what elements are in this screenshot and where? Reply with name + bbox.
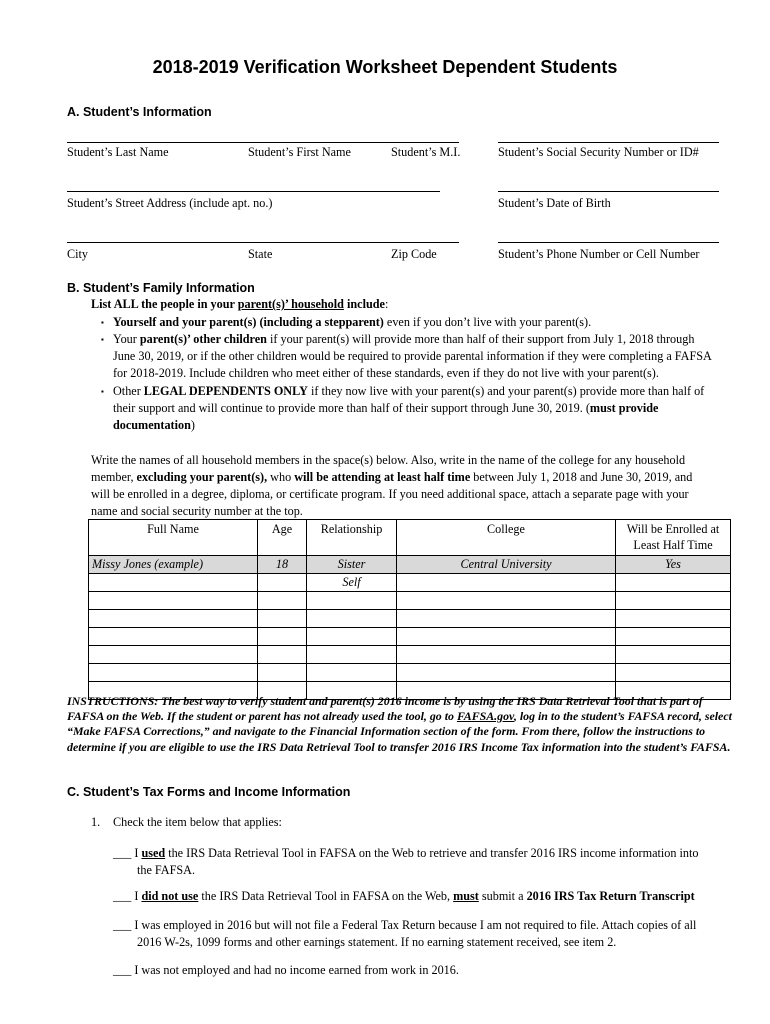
checkbox-blank[interactable]: ___ <box>113 918 132 932</box>
list-intro: List ALL the people in your parent(s)’ household include: <box>91 297 389 311</box>
bullet-3: Other LEGAL DEPENDENTS ONLY if they now live with your parent(s) and your parent(s) provide more than half of their support and will continue to provide more than half of their support through June 30, 2019. (must provide documentation) <box>113 384 705 432</box>
table-cell[interactable] <box>616 646 731 664</box>
city-state-zip-line[interactable] <box>67 242 459 243</box>
bullet-icon: ▪ <box>101 335 104 344</box>
write-instructions: Write the names of all household members in the space(s) below. Also, write in the name of the college for any household member, excluding your parent(s), who will be attending at least half time between July 1, 2018 and June 30, 2019, and will be enrolled in a degree, diploma, or certificate program. If you need additional space, attach a separate page with your name and social security number at the top. <box>91 453 693 518</box>
table-cell[interactable] <box>397 610 616 628</box>
table-cell[interactable] <box>258 592 307 610</box>
mi-label: Student’s M.I. <box>391 145 461 159</box>
household-table <box>88 519 731 700</box>
checkbox-blank[interactable]: ___ <box>113 846 132 860</box>
table-cell[interactable] <box>89 628 258 646</box>
street-label: Student’s Street Address (include apt. no.) <box>67 196 273 210</box>
table-cell[interactable] <box>89 610 258 628</box>
table-row[interactable] <box>89 628 731 646</box>
section-a-heading: A. Student’s Information <box>67 105 212 119</box>
item-1-number: 1. <box>91 815 101 829</box>
last-name-label: Student’s Last Name <box>67 145 169 159</box>
dob-line[interactable] <box>498 191 719 192</box>
section-b-heading: B. Student’s Family Information <box>67 281 255 295</box>
table-cell[interactable] <box>397 646 616 664</box>
header-age: Age <box>258 520 307 556</box>
table-cell[interactable] <box>89 664 258 682</box>
table-cell[interactable] <box>258 646 307 664</box>
option-employed-no-return: ___ I was employed in 2016 but will not file a Federal Tax Return because I am not required to file. Attach copies of all 2016 W-2s, 1099 forms and other earnings statement. If no earning statement received, see item 2. <box>113 918 697 949</box>
example-relationship: Sister <box>307 556 397 574</box>
checkbox-blank[interactable]: ___ <box>113 963 132 977</box>
example-enrolled: Yes <box>616 556 731 574</box>
option-did-not-use-drt: ___ I did not use the IRS Data Retrieval Tool in FAFSA on the Web, must submit a 2016 IRS Tax Return Transcript <box>113 889 695 903</box>
zip-label: Zip Code <box>391 247 437 261</box>
table-cell[interactable] <box>307 664 397 682</box>
ssn-line[interactable] <box>498 142 719 143</box>
instructions-paragraph: INSTRUCTIONS: The best way to verify student and parent(s) 2016 income is by using the IRS Data Retrieval Tool that is part of FAFSA on the Web. If the student or parent has not already used the tool, go to FAFSA.gov, log in to the student’s FAFSA record, select “Make FAFSA Corrections,” and navigate to the Financial Information section of the form. From there, follow the instructions to determine if you are eligible to use the IRS Data Retrieval Tool to transfer 2016 IRS Income Tax information into the student’s FAFSA. <box>67 694 732 754</box>
table-cell[interactable] <box>397 592 616 610</box>
table-row[interactable] <box>89 664 731 682</box>
section-c-heading: C. Student’s Tax Forms and Income Information <box>67 785 351 799</box>
table-cell[interactable] <box>89 646 258 664</box>
table-cell[interactable] <box>307 592 397 610</box>
table-row-example <box>89 556 731 574</box>
checkbox-blank[interactable]: ___ <box>113 889 132 903</box>
item-1-text: Check the item below that applies: <box>113 815 282 829</box>
example-college: Central University <box>397 556 616 574</box>
header-college: College <box>397 520 616 556</box>
header-relationship: Relationship <box>307 520 397 556</box>
name-line[interactable] <box>67 142 459 143</box>
table-cell[interactable] <box>307 628 397 646</box>
option-used-drt: ___ I used the IRS Data Retrieval Tool in FAFSA on the Web to retrieve and transfer 2016 IRS income information into the FAFSA. <box>113 846 699 877</box>
bullet-1: Yourself and your parent(s) (including a stepparent) even if you don’t live with your parent(s). <box>113 315 592 329</box>
header-enrolled: Will be Enrolled at Least Half Time <box>616 520 731 556</box>
table-row[interactable] <box>89 592 731 610</box>
table-cell[interactable] <box>397 664 616 682</box>
table-cell[interactable] <box>397 628 616 646</box>
table-row[interactable] <box>89 574 731 592</box>
table-cell[interactable] <box>616 664 731 682</box>
table-cell[interactable] <box>258 610 307 628</box>
bullet-icon: ▪ <box>101 387 104 396</box>
table-header-row <box>89 520 731 556</box>
bullet-icon: ▪ <box>101 318 104 327</box>
table-cell[interactable] <box>258 628 307 646</box>
table-cell[interactable] <box>616 592 731 610</box>
table-cell[interactable] <box>616 628 731 646</box>
first-name-label: Student’s First Name <box>248 145 351 159</box>
example-age: 18 <box>258 556 307 574</box>
table-cell[interactable] <box>89 574 258 592</box>
dob-label: Student’s Date of Birth <box>498 196 611 210</box>
table-cell[interactable] <box>307 646 397 664</box>
phone-label: Student’s Phone Number or Cell Number <box>498 247 700 261</box>
header-full-name: Full Name <box>89 520 258 556</box>
option-not-employed: ___ I was not employed and had no income earned from work in 2016. <box>113 963 459 977</box>
page-title: 2018-2019 Verification Worksheet Dependent Students <box>152 57 618 77</box>
bullet-2: Your parent(s)’ other children if your parent(s) will provide more than half of their support from July 1, 2018 through June 30, 2019, or if the other children would be required to provide parental information if they were completing a FAFSA for 2018-2019. Include children who meet either of these standards, even if they do not live with your parent(s). <box>113 332 712 380</box>
city-label: City <box>67 247 88 261</box>
table-row[interactable] <box>89 646 731 664</box>
table-cell[interactable] <box>258 574 307 592</box>
table-row[interactable] <box>89 610 731 628</box>
table-cell[interactable] <box>258 664 307 682</box>
table-cell[interactable] <box>616 610 731 628</box>
phone-line[interactable] <box>498 242 719 243</box>
example-name: Missy Jones (example) <box>89 556 258 574</box>
table-cell[interactable] <box>89 592 258 610</box>
street-line[interactable] <box>67 191 440 192</box>
self-relationship: Self <box>307 574 397 592</box>
table-cell[interactable] <box>307 610 397 628</box>
table-cell[interactable] <box>397 574 616 592</box>
ssn-label: Student’s Social Security Number or ID# <box>498 145 699 159</box>
fafsa-link[interactable]: FAFSA.gov <box>456 709 514 724</box>
table-cell[interactable] <box>616 574 731 592</box>
state-label: State <box>248 247 273 261</box>
